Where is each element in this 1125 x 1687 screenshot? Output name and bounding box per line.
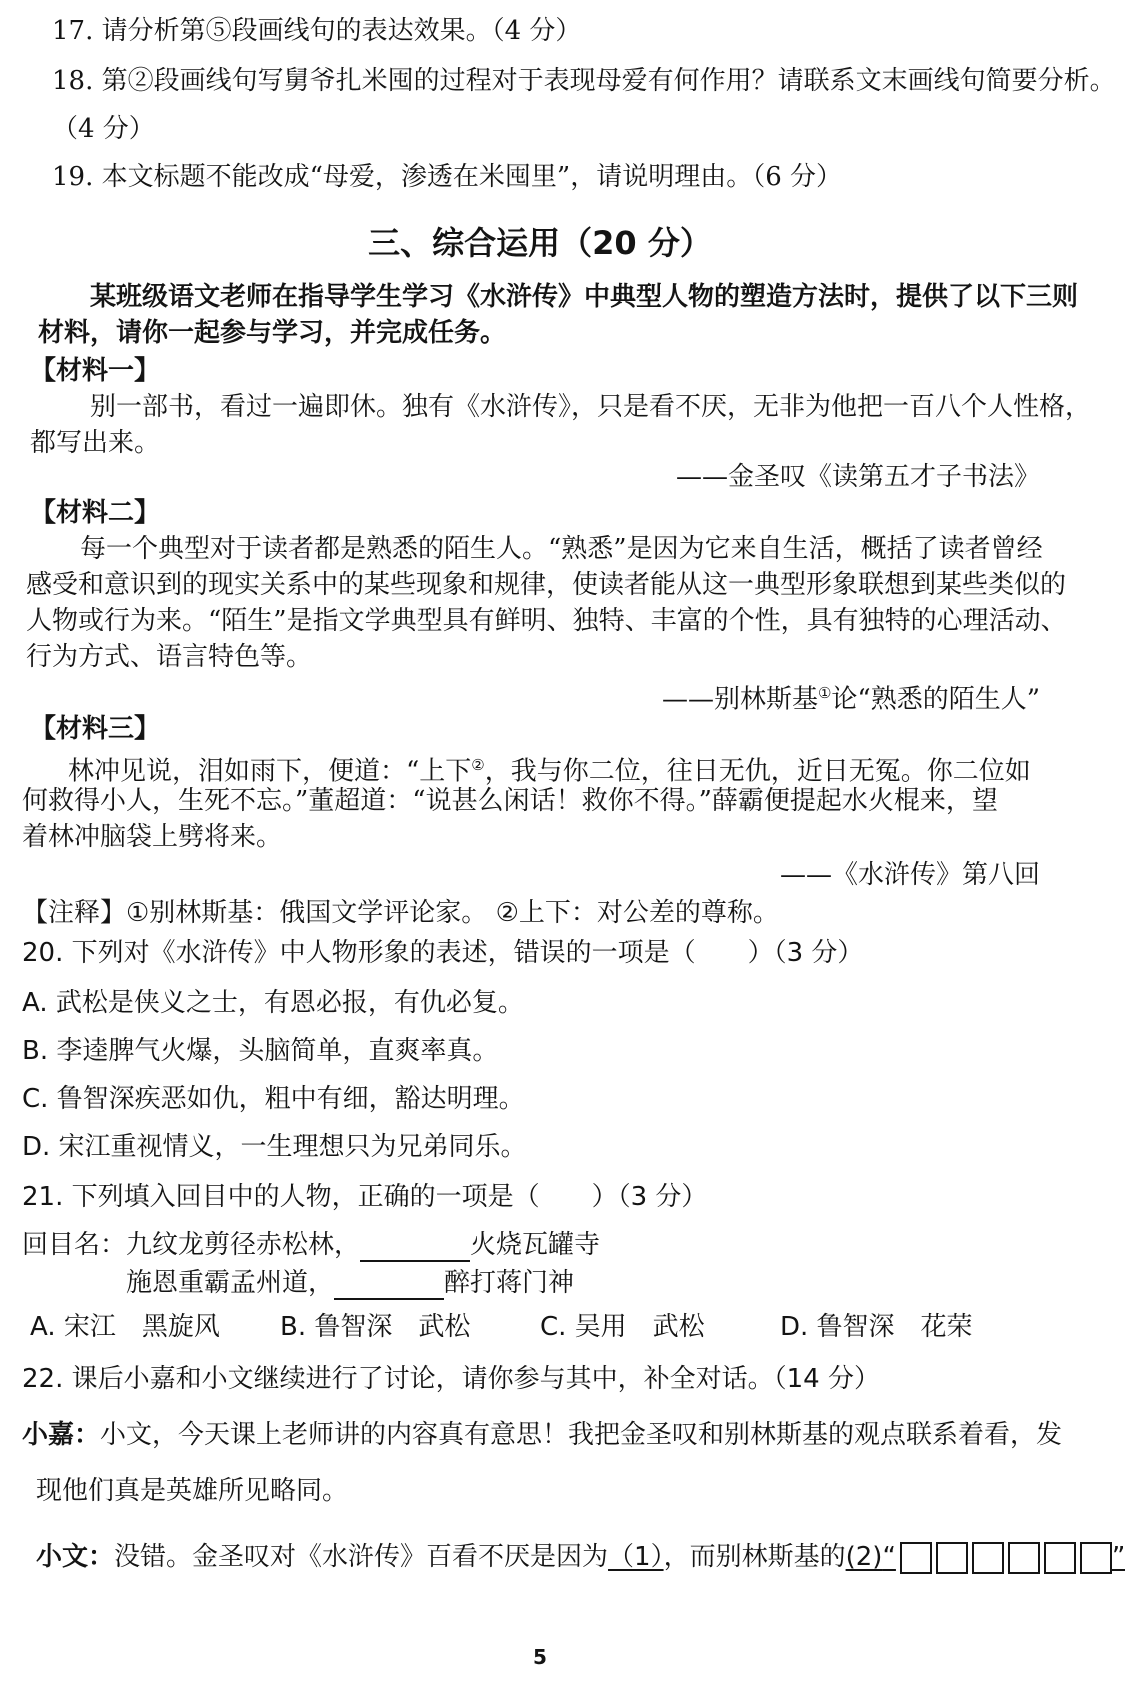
material1-source: ——金圣叹《读第五才子书法》	[675, 462, 1040, 492]
xiaowen-text-part1: 没错。金圣叹对《水浒传》百看不厌是因为	[114, 1542, 609, 1572]
question-20-stem: 20. 下列对《水浒传》中人物形象的表述，错误的一项是（ ）（3 分）	[22, 938, 864, 968]
question-17: 17. 请分析第⑤段画线句的表达效果。（4 分）	[52, 16, 582, 46]
chapter-row1-prefix: 回目名：九纹龙剪径赤松林，	[22, 1230, 361, 1260]
answer-box	[972, 1542, 1004, 1574]
section-intro-line2: 材料，请你一起参与学习，并完成任务。	[38, 318, 507, 348]
answer-blank-1: （1）	[608, 1542, 664, 1572]
question-21-option-d: D. 鲁智深 花荣	[780, 1312, 973, 1342]
chapter-row2-prefix: 施恩重霸孟州道，	[126, 1268, 335, 1298]
material2-source-author: ——别林斯基	[661, 684, 818, 715]
material3-line1-start: 林冲见说，泪如雨下，便道：“上下	[68, 756, 472, 787]
question-20-option-d: D. 宋江重视情义，一生理想只为兄弟同乐。	[22, 1132, 527, 1162]
material3-source: ——《水浒传》第八回	[779, 860, 1040, 890]
material3-footnote-mark: ②	[471, 756, 485, 774]
quote-open: “	[882, 1542, 896, 1572]
question-20-option-a: A. 武松是侠义之士，有恩必报，有仇必复。	[22, 988, 524, 1018]
quote-close: ”	[1111, 1542, 1125, 1572]
material2-footnote-mark: ①	[817, 684, 832, 702]
material3-label: 【材料三】	[30, 714, 161, 744]
xiaowen-text-part2: ，而别林斯基的	[663, 1542, 846, 1572]
material2-line1: 每一个典型对于读者都是熟悉的陌生人。“熟悉”是因为它来自生活，概括了读者曾经	[80, 534, 1043, 564]
material2-line3: 人物或行为来。“陌生”是指文学典型具有鲜明、独特、丰富的个性，具有独特的心理活动、	[26, 606, 1067, 636]
material3-line1	[68, 748, 1031, 789]
answer-boxes	[900, 1542, 1112, 1574]
question-21-options	[30, 1310, 973, 1344]
dialogue-xiaojia-line1	[22, 1418, 1062, 1452]
question-21-option-c: C. 吴用 武松	[540, 1312, 705, 1342]
speaker-xiaowen: 小文：	[36, 1542, 115, 1572]
material1-line1: 别一部书，看过一遍即休。独有《水浒传》，只是看不厌，无非为他把一百八个人性格，	[90, 392, 1092, 422]
answer-box	[1008, 1542, 1040, 1574]
question-21-option-b: B. 鲁智深 武松	[280, 1312, 471, 1342]
material1-label: 【材料一】	[30, 356, 161, 386]
question-18-line1: 18. 第②段画线句写舅爷扎米囤的过程对于表现母爱有何作用？请联系文末画线句简要分析。	[52, 66, 1116, 96]
answer-box	[936, 1542, 968, 1574]
material2-source-title: 论“熟悉的陌生人”	[831, 684, 1040, 715]
answer-blank-2-label: (2)	[845, 1542, 883, 1572]
chapter-row1-suffix: 火烧瓦罐寺	[470, 1230, 601, 1260]
question-21-stem: 21. 下列填入回目中的人物，正确的一项是（ ）（3 分）	[22, 1182, 708, 1212]
material3-line1-end: ，我与你二位，往日无仇，近日无冤。你二位如	[484, 756, 1031, 787]
material3-line3: 着林冲脑袋上劈将来。	[22, 822, 283, 852]
xiaojia-text-line1: 小文，今天课上老师讲的内容真有意思！我把金圣叹和别林斯基的观点联系着看，发	[100, 1420, 1063, 1450]
question-21-chapter-row1	[22, 1228, 600, 1262]
material1-line2: 都写出来。	[30, 428, 161, 458]
material2-line2: 感受和意识到的现实关系中的某些现象和规律，使读者能从这一典型形象联想到某些类似的	[26, 570, 1067, 600]
material2-source	[662, 676, 1040, 717]
answer-box	[1080, 1542, 1112, 1574]
material3-line2: 何救得小人，生死不忘。”董超道：“说甚么闲话！救你不得。”薛霸便提起水火棍来，望	[22, 786, 998, 816]
material2-line4: 行为方式、语言特色等。	[26, 642, 313, 672]
dialogue-xiaowen-line1	[36, 1540, 1125, 1574]
chapter-row2-suffix: 醉打蒋门神	[444, 1268, 575, 1298]
page-number: 5	[533, 1645, 547, 1669]
question-21-option-a: A. 宋江 黑旋风	[30, 1312, 220, 1342]
material2-label: 【材料二】	[30, 498, 161, 528]
section-title: 三、综合运用（20 分）	[368, 224, 712, 262]
question-22-stem: 22. 课后小嘉和小文继续进行了讨论，请你参与其中，补全对话。（14 分）	[22, 1364, 880, 1394]
question-20-option-c: C. 鲁智深疾恶如仇，粗中有细，豁达明理。	[22, 1084, 525, 1114]
question-21-chapter-row2	[126, 1266, 574, 1300]
answer-box	[900, 1542, 932, 1574]
section-intro-line1: 某班级语文老师在指导学生学习《水浒传》中典型人物的塑造方法时，提供了以下三则	[90, 282, 1079, 312]
answer-blank-2	[846, 1542, 1125, 1572]
question-18-line2: （4 分）	[52, 114, 155, 144]
chapter-row1-blank	[360, 1234, 470, 1262]
dialogue-xiaojia-line2: 现他们真是英雄所见略同。	[36, 1476, 349, 1506]
answer-box	[1044, 1542, 1076, 1574]
question-20-option-b: B. 李逵脾气火爆，头脑简单，直爽率真。	[22, 1036, 499, 1066]
footnote: 【注释】①别林斯基：俄国文学评论家。 ②上下：对公差的尊称。	[22, 898, 779, 928]
chapter-row2-blank	[334, 1272, 444, 1300]
question-19: 19. 本文标题不能改成“母爱，渗透在米囤里”，请说明理由。（6 分）	[52, 162, 843, 192]
speaker-xiaojia: 小嘉：	[22, 1420, 101, 1450]
